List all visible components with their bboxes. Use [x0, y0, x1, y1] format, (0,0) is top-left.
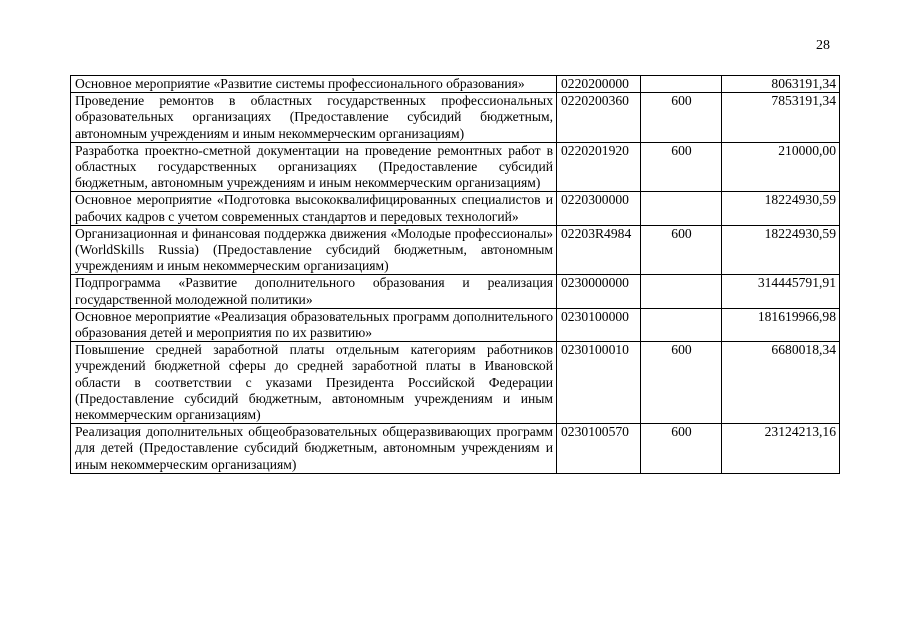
row-name: Разработка проектно-сметной документации на проведение ремонтных работ в областных государственных организациях (Предоставление субсидий бюджетным, автономным учреждениям и иным некоммерческим организациям) [71, 142, 557, 192]
amount: 23124213,16 [722, 424, 840, 474]
table-row [71, 93, 840, 143]
expense-type: 600 [641, 142, 722, 192]
expense-type [641, 275, 722, 308]
expense-type: 600 [641, 342, 722, 424]
target-code: 0220201920 [557, 142, 641, 192]
amount: 18224930,59 [722, 192, 840, 225]
amount: 6680018,34 [722, 342, 840, 424]
table-row [71, 424, 840, 474]
expense-type [641, 192, 722, 225]
amount: 181619966,98 [722, 308, 840, 341]
row-name: Реализация дополнительных общеобразовательных общеразвивающих программ для детей (Предоставление субсидий бюджетным, автономным учреждениям и иным некоммерческим организациям) [71, 424, 557, 474]
row-name: Повышение средней заработной платы отдельным категориям работников учреждений бюджетной сферы до средней заработной платы в Ивановской области в соответствии с указами Президента Российской Федерации (Предоставление субсидий бюджетным, автономным учреждениям и иным некоммерческим организациям) [71, 342, 557, 424]
table-row [71, 225, 840, 275]
table-row [71, 308, 840, 341]
target-code: 02203R4984 [557, 225, 641, 275]
budget-table [70, 75, 840, 474]
table-row [71, 142, 840, 192]
amount: 8063191,34 [722, 76, 840, 93]
target-code: 0230100000 [557, 308, 641, 341]
row-name: Основное мероприятие «Развитие системы профессионального образования» [71, 76, 557, 93]
amount: 210000,00 [722, 142, 840, 192]
target-code: 0220300000 [557, 192, 641, 225]
row-name: Организационная и финансовая поддержка движения «Молодые профессионалы» (WorldSkills Russia) (Предоставление субсидий бюджетным, автономным учреждениям и иным некоммерческим организациям) [71, 225, 557, 275]
target-code: 0220200000 [557, 76, 641, 93]
row-name: Проведение ремонтов в областных государственных профессиональных образовательных организациях (Предоставление субсидий бюджетным, автономным учреждениям и иным некоммерческим организациям) [71, 93, 557, 143]
amount: 314445791,91 [722, 275, 840, 308]
table-row [71, 275, 840, 308]
row-name: Основное мероприятие «Подготовка высококвалифицированных специалистов и рабочих кадров с учетом современных стандартов и передовых технологий» [71, 192, 557, 225]
table-row [71, 76, 840, 93]
expense-type [641, 76, 722, 93]
amount: 18224930,59 [722, 225, 840, 275]
amount: 7853191,34 [722, 93, 840, 143]
target-code: 0230000000 [557, 275, 641, 308]
table-row [71, 192, 840, 225]
expense-type: 600 [641, 93, 722, 143]
expense-type: 600 [641, 424, 722, 474]
expense-type [641, 308, 722, 341]
row-name: Подпрограмма «Развитие дополнительного образования и реализация государственной молодежной политики» [71, 275, 557, 308]
expense-type: 600 [641, 225, 722, 275]
target-code: 0230100570 [557, 424, 641, 474]
row-name: Основное мероприятие «Реализация образовательных программ дополнительного образования детей и мероприятия по их развитию» [71, 308, 557, 341]
page-number: 28 [816, 38, 830, 53]
target-code: 0220200360 [557, 93, 641, 143]
table-row [71, 342, 840, 424]
target-code: 0230100010 [557, 342, 641, 424]
